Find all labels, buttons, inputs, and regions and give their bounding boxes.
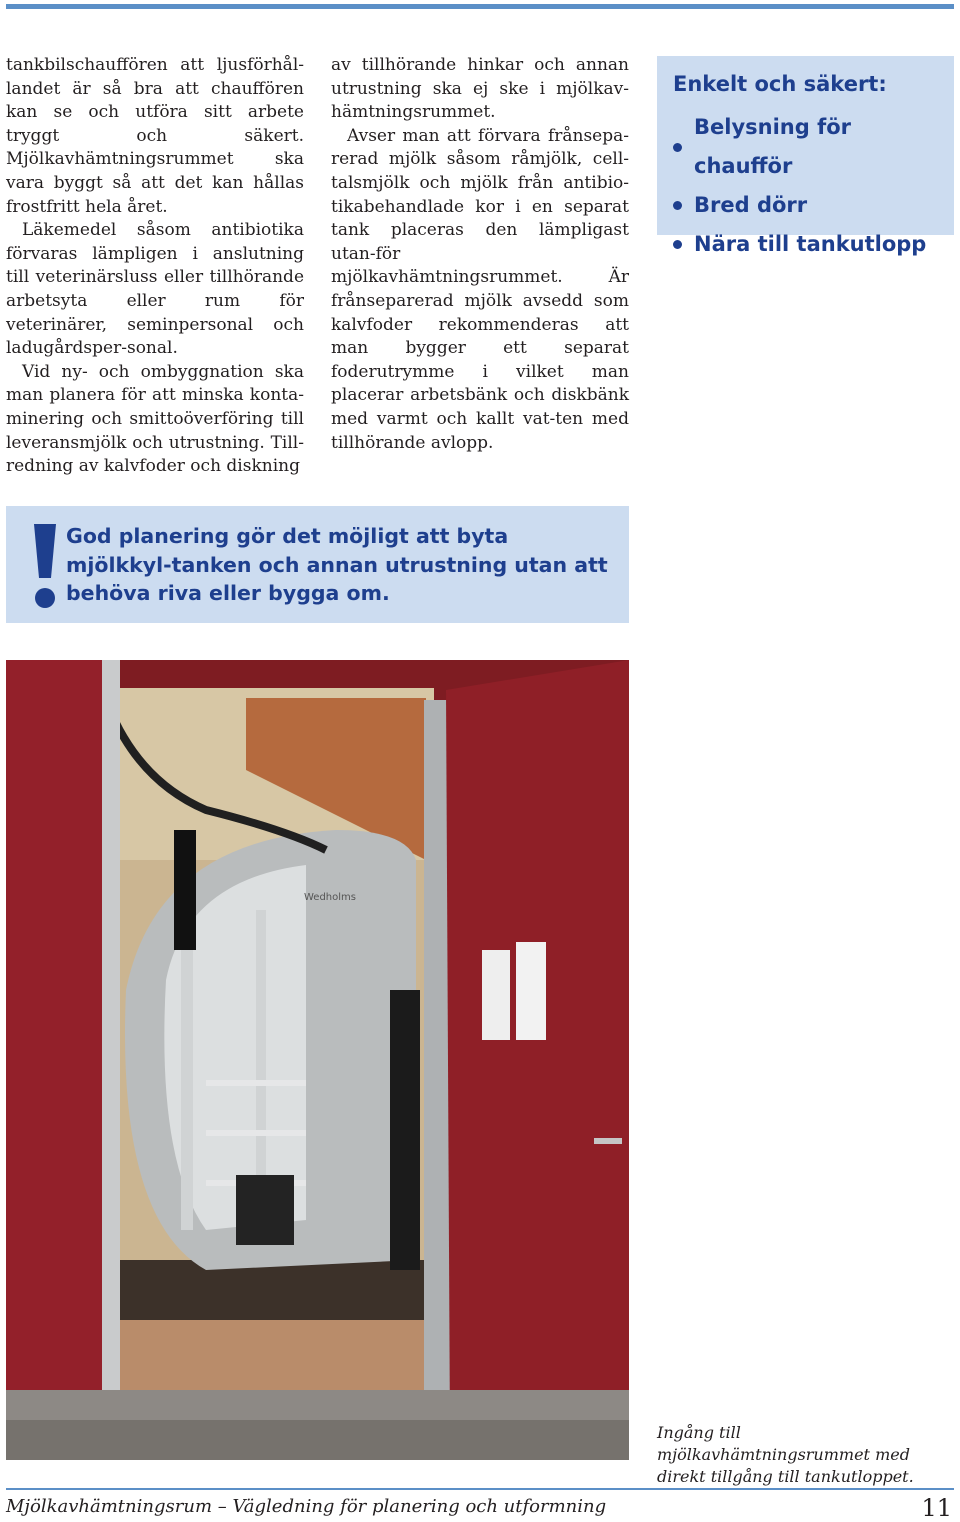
fact-box (657, 56, 954, 256)
exclamation-icon (30, 520, 60, 610)
text-column-middle (331, 54, 629, 455)
fact-box-item-label: Nära till tankutlopp (694, 232, 927, 256)
milk-room-entrance-image (6, 660, 629, 1460)
entrance-photo (6, 660, 629, 1460)
text-column-left (6, 54, 304, 479)
fact-box-item (673, 225, 938, 264)
paragraph-1: tankbilschauffören att ljusförhål-landet är så bra att chauffören kan se och utföra sitt arbete tryggt och säkert. Mjölkavhämtningsrummet ska vara byggt så att det kan hållas frostfritt hela året. (6, 55, 304, 217)
paragraph-2: Läkemedel såsom antibiotika förvaras lämpligen i anslutning till veterinärsluss eller tillhörande arbetsyta eller rum för veterinärer, seminpersonal och ladugårdsper-sonal. (6, 220, 304, 359)
bottom-rule (6, 1488, 954, 1490)
callout-text: God planering gör det möjligt att byta mjölkkyl-tanken och annan utrustning utan att behöva riva eller bygga om. (66, 524, 608, 606)
page-number: 11 (921, 1494, 952, 1522)
paragraph-5: Avser man att förvara frånsepa-rerad mjölk såsom råmjölk, cell-talsmjölk och mjölk från antibio-tikabehandlade kor i en separat tank placeras den lämpligast utan-för mjölkavhämtningsrummet. Är frånseparerad mjölk avsedd som kalvfoder rekommenderas att man bygger ett separat foderutrymme i vilket man placerar arbetsbänk och diskbänk med varmt och kallt vat-ten med tillhörande avlopp. (331, 125, 629, 453)
top-rule (6, 4, 954, 9)
fact-box-item-label: Belysning för chaufför (694, 115, 851, 178)
fact-box-item-label: Bred dörr (694, 193, 808, 217)
paragraph-4: av tillhörande hinkar och annan utrustning ska ej ske i mjölkav-hämtningsrummet. (331, 55, 629, 123)
tank-brand: Wedholms (304, 892, 356, 903)
footer-title: Mjölkavhämtningsrum – Vägledning för planering och utformning (6, 1496, 607, 1517)
fact-box-item (673, 108, 938, 186)
bullet-icon (673, 240, 682, 249)
bullet-icon (673, 143, 682, 152)
photo-caption: Ingång till mjölkavhämtningsrummet med direkt tillgång till tankutloppet. (657, 1423, 914, 1486)
fact-box-item (673, 186, 938, 225)
callout-box (6, 506, 629, 623)
fact-box-list (673, 108, 938, 264)
fact-box-title: Enkelt och säkert: (673, 72, 887, 96)
paragraph-3: Vid ny- och ombyggnation ska man planera för att minska konta-minering och smittoöverföring till leveransmjölk och utrustning. Till-redning av kalvfoder och diskning (6, 361, 304, 477)
bullet-icon (673, 201, 682, 210)
